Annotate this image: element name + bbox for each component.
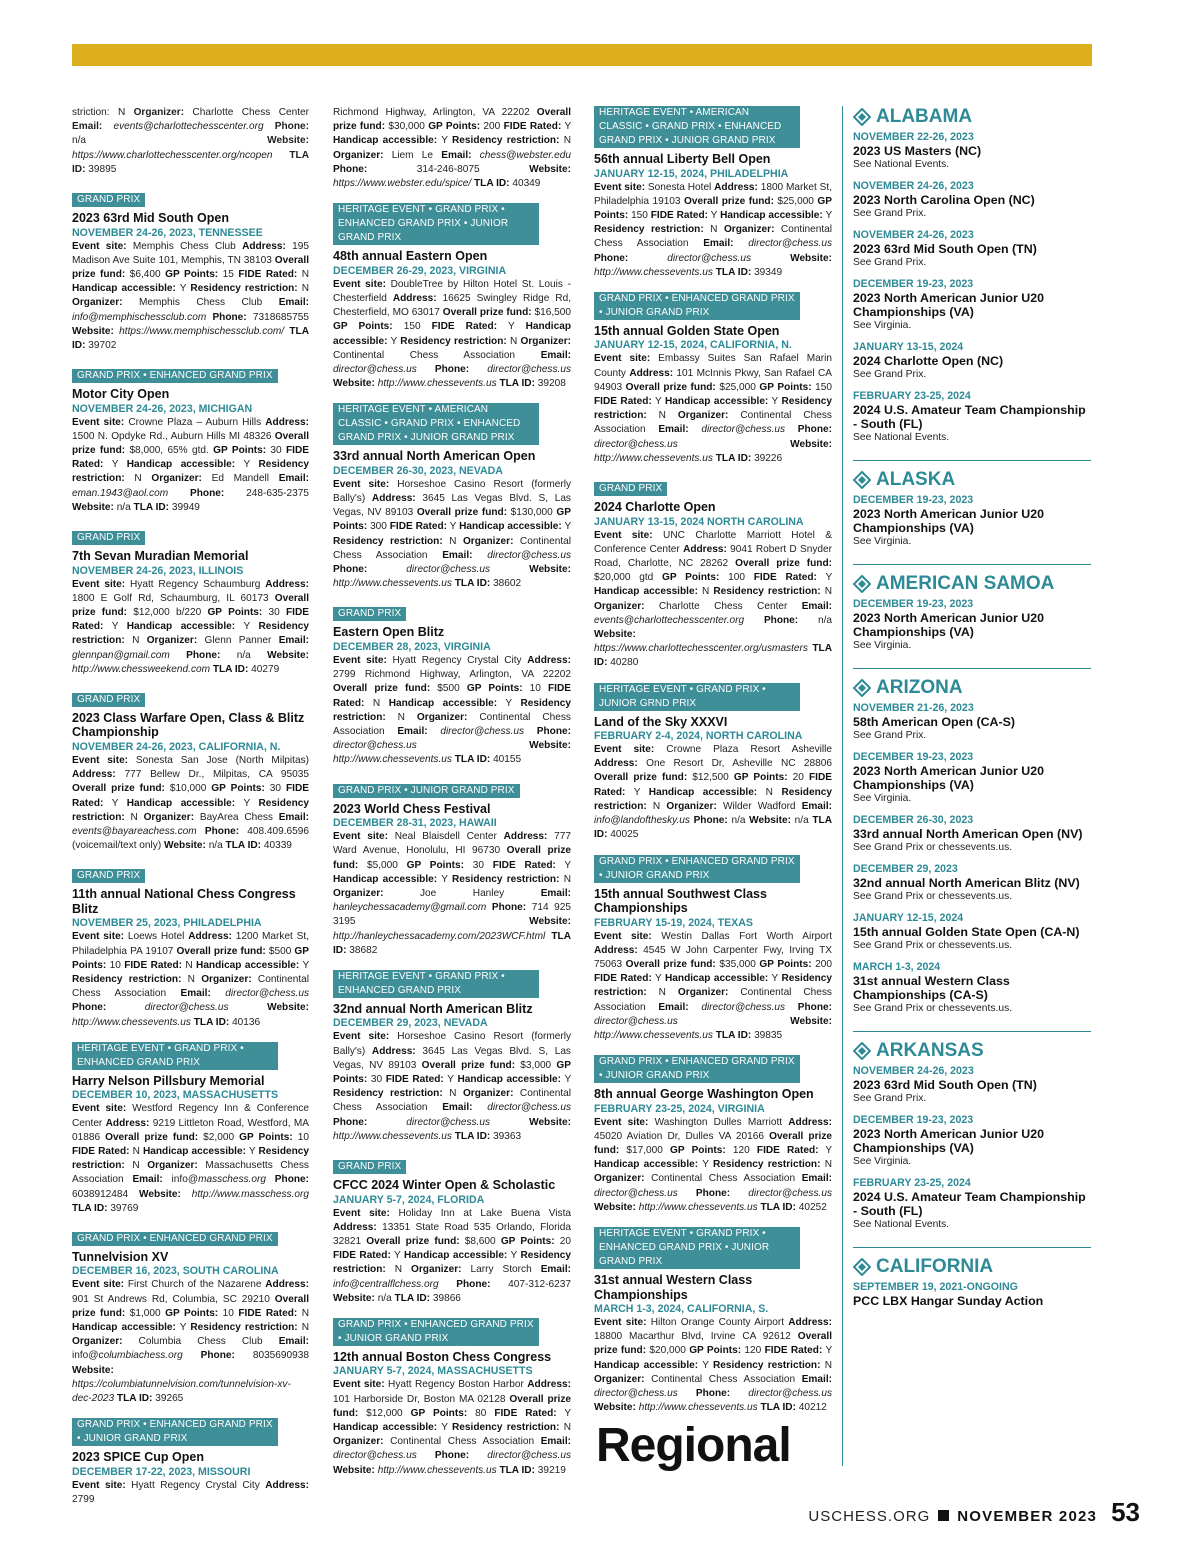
state-event-date: NOVEMBER 24-26, 2023 <box>853 180 974 192</box>
event-category-tag: HERITAGE EVENT • GRAND PRIX • ENHANCED GRAND PRIX <box>333 970 539 998</box>
event-category-tag: GRAND PRIX • ENHANCED GRAND PRIX • JUNIOR GRAND PRIX <box>594 855 800 883</box>
state-heading <box>853 573 1091 595</box>
event-date: JANUARY 12-15, 2024, PHILADELPHIA <box>594 167 789 180</box>
event-details: Event site: Sonesta Hotel Address: 1800 Market St, Philadelphia 19103 Overall prize fund: $25,000 GP Points: 150 FIDE Rated: Y Handicap accessible: Y Residency restriction: N Organizer: Continental Chess Association Email: director@chess.us Phone: director@chess.us Website: http://www.chessevents.us TLA ID: 39349 <box>594 181 832 278</box>
section-title: Regional <box>596 1419 791 1472</box>
state-event-name: 33rd annual North American Open (NV) <box>853 827 1083 841</box>
event-date: DECEMBER 10, 2023, MASSACHUSETTS <box>72 1089 279 1102</box>
event-details: Event site: Memphis Chess Club Address: 195 Madison Ave Suite 101, Memphis, TN 38103 Overall prize fund: $6,400 GP Points: 15 FIDE Rated: N Handicap accessible: Y Residency restriction: N Organizer: Memphis Chess Club Email: info@memphischessclub.com Phone: 7318685755 Website: https://www.memphischessclub.com/ TLA ID: 39702 <box>72 240 310 351</box>
state-heading <box>853 106 1091 128</box>
event-title: 2023 63rd Mid South Open <box>72 211 229 226</box>
state-heading <box>853 1256 1091 1278</box>
state-event-date: DECEMBER 29, 2023 <box>853 863 958 875</box>
state-event-name: 2023 North American Junior U20 Championships (VA) <box>853 611 1044 639</box>
state-name: ARKANSAS <box>876 1040 984 1061</box>
state-event <box>853 277 1091 332</box>
event-date: DECEMBER 17-22, 2023, MISSOURI <box>72 1465 251 1478</box>
event-category-tag: HERITAGE EVENT • GRAND PRIX • ENHANCED GRAND PRIX • JUNIOR GRAND PRIX <box>333 203 539 245</box>
event-category-tag: HERITAGE EVENT • AMERICAN CLASSIC • GRAND PRIX • ENHANCED GRAND PRIX • JUNIOR GRAND PRIX <box>333 403 539 445</box>
state-event-name: 2023 63rd Mid South Open (TN) <box>853 1078 1037 1092</box>
state-name: ARIZONA <box>876 677 963 698</box>
state-name: AMERICAN SAMOA <box>876 573 1055 594</box>
state-event-note: See Virginia. <box>853 793 912 804</box>
state-event <box>853 130 1091 171</box>
state-event <box>853 493 1091 548</box>
event-category-tag: GRAND PRIX • ENHANCED GRAND PRIX <box>72 369 278 383</box>
event-date: NOVEMBER 24-26, 2023, CALIFORNIA, N. <box>72 740 281 753</box>
cont-label: Phone: <box>263 121 309 133</box>
state-event-name: 2023 North Carolina Open (NC) <box>853 193 1035 207</box>
state-section <box>853 106 1091 461</box>
state-event-date: NOVEMBER 22-26, 2023 <box>853 131 974 143</box>
state-event-date: DECEMBER 19-23, 2023 <box>853 751 974 763</box>
event-category-tag: HERITAGE EVENT • GRAND PRIX • JUNIOR GRND PRIX <box>594 683 800 711</box>
event-details: Event site: Sonesta San Jose (North Milpitas) Address: 777 Bellew Dr., Milpitas, CA 95035 Overall prize fund: $10,000 GP Points: 30 FIDE Rated: Y Handicap accessible: Y Residency restriction: N Organizer: BayArea Chess Email: events@bayareachess.com Phone: 408.409.6596 (voicemail/text only) Website: n/a TLA ID: 40339 <box>72 754 309 852</box>
event-title: 31st annual Western Class Championships <box>594 1273 753 1302</box>
state-event-note: See Grand Prix. <box>853 208 927 219</box>
event-list <box>333 203 571 1478</box>
event-date: DECEMBER 26-30, 2023, NEVADA <box>333 464 503 477</box>
event-date: MARCH 1-3, 2024, CALIFORNIA, S. <box>594 1303 769 1316</box>
event-details: Event site: Horseshoe Casino Resort (formerly Bally's) Address: 3645 Las Vegas Blvd. S, Las Vegas, NV 89103 Overall prize fund: $130,000 GP Points: 300 FIDE Rated: Y Handicap accessible: Y Residency restriction: N Organizer: Continental Chess Association Email: director@chess.us Phone: director@chess.us Website: http://www.chessevents.us TLA ID: 38602 <box>333 478 572 590</box>
event-details: Event site: Hyatt Regency Schaumburg Address: 1800 E Golf Rd, Schaumburg, IL 60173 Overall prize fund: $12,000 b/220 GP Points: 30 FIDE Rated: Y Handicap accessible: Y Residency restriction: N Organizer: Glenn Panner Email: glennpan@gmail.com Phone: n/a Website: http://www.chessweekend.com TLA ID: 40279 <box>72 578 309 675</box>
state-event-note: See National Events. <box>853 432 950 443</box>
state-event-name: 2024 Charlotte Open (NC) <box>853 354 1004 368</box>
event-listing <box>72 689 309 853</box>
event-category-tag: GRAND PRIX <box>72 193 145 207</box>
event-title: Eastern Open Blitz <box>333 625 445 640</box>
state-event-note: See Virginia. <box>853 536 912 547</box>
event-category-tag: HERITAGE EVENT • AMERICAN CLASSIC • GRAND PRIX • ENHANCED GRAND PRIX • JUNIOR GRAND PRIX <box>594 106 800 148</box>
event-category-tag: GRAND PRIX • ENHANCED GRAND PRIX • JUNIOR GRAND PRIX <box>72 1418 278 1446</box>
event-title: 12th annual Boston Chess Congress <box>333 1349 552 1364</box>
event-listing <box>594 292 832 466</box>
event-title: CFCC 2024 Winter Open & Scholastic <box>333 1178 556 1193</box>
event-date: JANUARY 13-15, 2024 NORTH CAROLINA <box>594 515 804 528</box>
event-date: FEBRUARY 23-25, 2024, VIRGINIA <box>594 1102 765 1115</box>
state-event-note: See Virginia. <box>853 640 912 651</box>
state-section <box>853 1040 1091 1248</box>
state-event <box>853 1064 1091 1105</box>
state-event-date: DECEMBER 19-23, 2023 <box>853 494 974 506</box>
footer-square <box>938 1510 949 1521</box>
state-heading <box>853 677 1091 699</box>
event-category-tag: HERITAGE EVENT • GRAND PRIX • ENHANCED GRAND PRIX <box>72 1042 278 1070</box>
chess-king-icon <box>853 1258 871 1276</box>
state-event-name: 58th American Open (CA-S) <box>853 715 1016 729</box>
event-date: FEBRUARY 15-19, 2024, TEXAS <box>594 916 753 929</box>
cont-value: Charlotte Chess Center <box>192 107 309 118</box>
state-event-date: MARCH 1-3, 2024 <box>853 961 941 973</box>
state-event-date: JANUARY 13-15, 2024 <box>853 341 964 353</box>
state-event-note: See Grand Prix. <box>853 369 927 380</box>
state-event <box>853 1113 1091 1168</box>
event-listing <box>72 1418 309 1507</box>
event-listing <box>72 865 309 1029</box>
state-event-date: FEBRUARY 23-25, 2024 <box>853 1177 971 1189</box>
state-event <box>853 389 1091 444</box>
state-event <box>853 1176 1091 1231</box>
footer-site[interactable]: USCHESS.ORG <box>808 1508 931 1525</box>
state-event-note: See National Events. <box>853 159 950 170</box>
event-details: Event site: Crowne Plaza – Auburn Hills Address: 1500 N. Opdyke Rd., Auburn Hills MI 48326 Overall prize fund: $8,000, 65% gtd. GP Points: 30 FIDE Rated: Y Handicap accessible: Y Residency restriction: N Organizer: Ed Mandell Email: eman.1943@aol.com Phone: 248-635-2375 Website: n/a TLA ID: 39949 <box>72 416 310 513</box>
event-listing <box>333 970 571 1144</box>
footer-month: NOVEMBER 2023 <box>957 1508 1098 1525</box>
state-section <box>853 573 1091 669</box>
chess-king-icon <box>853 108 871 126</box>
column-3 <box>594 106 832 1427</box>
event-details: Event site: Westin Dallas Fort Worth Airport Address: 4545 W John Carpenter Fwy, Irving TX 75063 Overall prize fund: $35,000 GP Points: 200 FIDE Rated: Y Handicap accessible: Y Residency restriction: N Organizer: Continental Chess Association Email: director@chess.us Phone: director@chess.us Website: http://www.chessevents.us TLA ID: 39835 <box>594 930 833 1041</box>
column-1 <box>72 106 309 1519</box>
cont-value: N <box>117 107 126 118</box>
event-date: JANUARY 5-7, 2024, FLORIDA <box>333 1193 485 1206</box>
event-listing <box>333 1318 571 1478</box>
event-date: JANUARY 5-7, 2024, MASSACHUSETTS <box>333 1365 533 1378</box>
state-section <box>853 677 1091 1032</box>
event-title: 15th annual Golden State Open <box>594 323 780 338</box>
event-title: 8th annual George Washington Open <box>594 1087 814 1102</box>
chess-king-icon <box>853 1042 871 1060</box>
state-event-name: PCC LBX Hangar Sunday Action <box>853 1294 1044 1308</box>
column-divider <box>842 106 843 1466</box>
event-title: 2024 Charlotte Open <box>594 500 716 515</box>
event-listing <box>72 189 309 353</box>
state-event-date: NOVEMBER 21-26, 2023 <box>853 702 974 714</box>
state-event-note: See Grand Prix. <box>853 257 927 268</box>
page-footer <box>808 1497 1140 1528</box>
state-event <box>853 750 1091 805</box>
event-details: Event site: Hilton Orange County Airport Address: 18800 Macarthur Blvd, Irvine CA 92612 Overall prize fund: $20,000 GP Points: 120 FIDE Rated: Y Handicap accessible: Y Residency restriction: N Organizer: Continental Chess Association Email: director@chess.us Phone: director@chess.us Website: http://www.chessevents.us TLA ID: 40212 <box>594 1317 833 1414</box>
state-event-note: See Grand Prix or chessevents.us. <box>853 842 1013 853</box>
event-date: NOVEMBER 25, 2023, PHILADELPHIA <box>72 917 262 930</box>
cont-label: TLA ID: <box>72 149 309 175</box>
event-listing <box>594 1055 832 1215</box>
event-category-tag: HERITAGE EVENT • GRAND PRIX • ENHANCED GRAND PRIX • JUNIOR GRAND PRIX <box>594 1227 800 1269</box>
event-listing <box>333 403 571 591</box>
event-date: DECEMBER 26-29, 2023, VIRGINIA <box>333 264 507 277</box>
event-category-tag: GRAND PRIX • ENHANCED GRAND PRIX • JUNIOR GRAND PRIX <box>594 292 800 320</box>
event-category-tag: GRAND PRIX <box>72 531 145 545</box>
event-details: Event site: DoubleTree by Hilton Hotel St. Louis - Chesterfield Address: 16625 Swingley Ridge Rd, Chesterfield, MO 63017 Overall prize fund: $16,500 GP Points: 150 FIDE Rated: Y Handicap accessible: Y Residency restriction: N Organizer: Continental Chess Association Email: director@chess.us Phone: director@chess.us Website: http://www.chessevents.us TLA ID: 39208 <box>333 278 571 390</box>
event-title: 7th Sevan Muradian Memorial <box>72 549 249 564</box>
event-title: 56th annual Liberty Bell Open <box>594 152 771 166</box>
state-event <box>853 911 1091 952</box>
event-title: 48th annual Eastern Open <box>333 249 488 264</box>
state-event <box>853 179 1091 220</box>
state-section <box>853 469 1091 565</box>
event-listing <box>594 478 832 671</box>
event-listing <box>72 1042 309 1216</box>
state-event <box>853 960 1091 1015</box>
state-event-name: 2023 North American Junior U20 Championships (VA) <box>853 764 1044 792</box>
event-title: 2023 World Chess Festival <box>333 801 491 816</box>
continued-text <box>72 106 309 177</box>
state-name: ALASKA <box>876 469 956 490</box>
state-event-name: 2024 U.S. Amateur Team Championship - South (FL) <box>853 1190 1086 1218</box>
state-event <box>853 228 1091 269</box>
state-event-date: NOVEMBER 24-26, 2023 <box>853 1065 974 1077</box>
event-date: NOVEMBER 24-26, 2023, TENNESSEE <box>72 226 263 239</box>
chess-king-icon <box>853 679 871 697</box>
state-event-note: See Grand Prix or chessevents.us. <box>853 940 1013 951</box>
cont-value: n/a <box>72 135 87 147</box>
event-title: Harry Nelson Pillsbury Memorial <box>72 1073 265 1088</box>
state-heading <box>853 469 1091 491</box>
state-event <box>853 340 1091 381</box>
event-details: Event site: Loews Hotel Address: 1200 Market St, Philadelphia PA 19107 Overall prize fund: $500 GP Points: 10 FIDE Rated: N Handicap accessible: Y Residency restriction: N Organizer: Continental Chess Association Email: director@chess.us Phone: director@chess.us Website: http://www.chessevents.us TLA ID: 40136 <box>72 931 310 1028</box>
event-listing <box>72 1228 309 1406</box>
state-event-date: DECEMBER 19-23, 2023 <box>853 1114 974 1126</box>
event-title: 2023 Class Warfare Open, Class & Blitz Championship <box>72 710 305 740</box>
continued-text: Richmond Highway, Arlington, VA 22202 Overall prize fund: $30,000 GP Points: 200 FIDE Rated: Y Handicap accessible: Y Residency restriction: N Organizer: Liem Le Email: chess@webster.edu Phone: 314-246-8075 Website: https://www.webster.edu/spice/ TLA ID: 40349 <box>333 107 572 190</box>
state-event-note: See Virginia. <box>853 320 912 331</box>
cont-value: 39895 <box>88 163 117 175</box>
state-event <box>853 701 1091 742</box>
event-details: Event site: Embassy Suites San Rafael Marin County Address: 101 McInnis Pkwy, San Rafael CA 94903 Overall prize fund: $25,000 GP Points: 150 FIDE Rated: Y Handicap accessible: Y Residency restriction: N Organizer: Continental Chess Association Email: director@chess.us Phone: director@chess.us Website: http://www.chessevents.us TLA ID: 39226 <box>594 353 832 464</box>
chess-king-icon <box>853 471 871 489</box>
event-listing <box>594 683 832 843</box>
cont-label: Organizer: <box>125 107 193 118</box>
state-event-date: SEPTEMBER 19, 2021-ONGOING <box>853 1281 1018 1293</box>
cont-website[interactable]: https://www.charlottechesscenter.org/ncopen <box>72 149 273 161</box>
cont-email[interactable]: events@charlottechesscenter.org <box>113 121 264 133</box>
state-event <box>853 1280 1091 1308</box>
event-title: 15th annual Southwest Class Championships <box>594 886 767 915</box>
column-2 <box>333 106 571 1490</box>
event-date: DECEMBER 28-31, 2023, HAWAII <box>333 817 497 830</box>
state-event-name: 2023 North American Junior U20 Championships (VA) <box>853 1127 1044 1155</box>
state-event-note: See Grand Prix or chessevents.us. <box>853 1003 1013 1014</box>
event-title: 2023 SPICE Cup Open <box>72 1450 204 1465</box>
state-event-name: 2023 US Masters (NC) <box>853 144 982 158</box>
state-event-name: 2023 North American Junior U20 Championships (VA) <box>853 507 1044 535</box>
event-title: 32nd annual North American Blitz <box>333 1001 533 1016</box>
state-event-date: DECEMBER 26-30, 2023 <box>853 814 974 826</box>
event-title: Land of the Sky XXXVI <box>594 714 728 729</box>
event-category-tag: GRAND PRIX <box>333 1160 406 1174</box>
event-date: FEBRUARY 2-4, 2024, NORTH CAROLINA <box>594 730 803 743</box>
event-details: Event site: Hyatt Regency Crystal City Address: 2799 <box>72 1479 309 1505</box>
state-event-date: DECEMBER 19-23, 2023 <box>853 278 974 290</box>
state-event-date: FEBRUARY 23-25, 2024 <box>853 390 971 402</box>
event-details: Event site: Horseshoe Casino Resort (formerly Bally's) Address: 3645 Las Vegas Blvd. S, Las Vegas, NV 89103 Overall prize fund: $3,000 GP Points: 30 FIDE Rated: Y Handicap accessible: Y Residency restriction: N Organizer: Continental Chess Association Email: director@chess.us Phone: director@chess.us Website: http://www.chessevents.us TLA ID: 39363 <box>333 1031 572 1142</box>
event-category-tag: GRAND PRIX • ENHANCED GRAND PRIX • JUNIOR GRAND PRIX <box>333 1318 539 1346</box>
state-event-name: 32nd annual North American Blitz (NV) <box>853 876 1080 890</box>
event-details: Event site: Westford Regency Inn & Conference Center Address: 9219 Littleton Road, Westford, MA 01886 Overall prize fund: $2,000 GP Points: 10 FIDE Rated: N Handicap accessible: Y Residency restriction: N Organizer: Massachusetts Chess Association Email: info@masschess.org Phone: 6038912484 Website: http://www.masschess.org TLA ID: 39769 <box>72 1103 310 1214</box>
state-event <box>853 597 1091 652</box>
state-event-name: 2024 U.S. Amateur Team Championship - South (FL) <box>853 403 1086 431</box>
event-listing <box>333 780 571 958</box>
cont-label: Email: <box>72 121 114 133</box>
event-listing <box>333 1156 571 1306</box>
event-title: Motor City Open <box>72 387 170 402</box>
event-category-tag: GRAND PRIX <box>594 482 667 496</box>
event-list <box>594 106 832 1415</box>
event-category-tag: GRAND PRIX • ENHANCED GRAND PRIX • JUNIOR GRAND PRIX <box>594 1055 800 1083</box>
state-event-note: See Grand Prix. <box>853 730 927 741</box>
state-event <box>853 862 1091 903</box>
event-listing <box>333 603 571 767</box>
state-event-note: See National Events. <box>853 1219 950 1230</box>
event-title: 11th annual National Chess Congress Blitz <box>72 887 296 916</box>
event-listing <box>594 1227 832 1415</box>
event-details: Event site: First Church of the Nazarene Address: 901 St Andrews Rd, Columbia, SC 29210 Overall prize fund: $1,000 GP Points: 10 FIDE Rated: N Handicap accessible: Y Residency restriction: N Organizer: Columbia Chess Club Email: info@columbiachess.org Phone: 8035690938 Website: https://columbiatunnelvision.com/tunnelvision-xv-dec-2023 TLA ID: 39265 <box>72 1279 310 1405</box>
event-list <box>72 189 309 1507</box>
state-event-name: 2023 63rd Mid South Open (TN) <box>853 242 1037 256</box>
event-listing <box>72 365 309 515</box>
state-event-name: 2023 North American Junior U20 Championships (VA) <box>853 291 1044 319</box>
event-details: Event site: Neal Blaisdell Center Address: 777 Ward Avenue, Honolulu, HI 96730 Overall prize fund: $5,000 GP Points: 30 FIDE Rated: Y Handicap accessible: Y Residency restriction: N Organizer: Joe Hanley Email: hanleychessacademy@gmail.com Phone: 714 925 3195 Website: http://hanleychessacademy.com/2023WCF.html TLA ID: 38682 <box>333 831 572 956</box>
state-event-name: 31st annual Western Class Championships (CA-S) <box>853 974 1010 1002</box>
event-date: NOVEMBER 24-26, 2023, ILLINOIS <box>72 564 244 577</box>
state-event-note: See Grand Prix. <box>853 1093 927 1104</box>
state-heading <box>853 1040 1091 1062</box>
event-title: 33rd annual North American Open <box>333 449 536 464</box>
event-details: Event site: Hyatt Regency Boston Harbor Address: 101 Harborside Dr, Boston MA 02128 Overall prize fund: $12,000 GP Points: 80 FIDE Rated: Y Handicap accessible: Y Residency restriction: N Organizer: Continental Chess Association Email: director@chess.us Phone: director@chess.us Website: http://www.chessevents.us TLA ID: 39219 <box>333 1379 572 1476</box>
event-details: Event site: UNC Charlotte Marriott Hotel & Conference Center Address: 9041 Robert D Snyder Road, Charlotte, NC 28262 Overall prize fund: $20,000 gtd GP Points: 100 FIDE Rated: Y Handicap accessible: N Residency restriction: N Organizer: Charlotte Chess Center Email: events@charlottechesscenter.org Phone: n/a Website: https://www.charlottechesscenter.org/usmasters TLA ID: 40280 <box>594 529 833 669</box>
event-category-tag: GRAND PRIX <box>72 693 145 707</box>
state-event-date: JANUARY 12-15, 2024 <box>853 912 964 924</box>
event-details: Event site: Crowne Plaza Resort Asheville Address: One Resort Dr, Asheville NC 28806 Overall prize fund: $12,500 GP Points: 20 FIDE Rated: Y Handicap accessible: N Residency restriction: N Organizer: Wilder Wadford Email: info@landofthesky.us Phone: n/a Website: n/a TLA ID: 40025 <box>594 744 832 841</box>
event-details: Event site: Hyatt Regency Crystal City Address: 2799 Richmond Highway, Arlington, VA 22202 Overall prize fund: $500 GP Points: 10 FIDE Rated: N Handicap accessible: Y Residency restriction: N Organizer: Continental Chess Association Email: director@chess.us Phone: director@chess.us Website: http://www.chessevents.us TLA ID: 40155 <box>333 654 571 766</box>
state-event <box>853 813 1091 854</box>
event-listing <box>594 855 832 1044</box>
page-number: 53 <box>1111 1497 1140 1527</box>
event-listing <box>594 106 832 280</box>
cont-label: Website: <box>86 135 309 147</box>
event-date: DECEMBER 16, 2023, SOUTH CAROLINA <box>72 1265 279 1278</box>
cont-label: striction: <box>72 107 118 118</box>
event-date: JANUARY 12-15, 2024, CALIFORNIA, N. <box>594 339 792 352</box>
event-date: NOVEMBER 24-26, 2023, MICHIGAN <box>72 402 253 415</box>
state-event-note: See Virginia. <box>853 1156 912 1167</box>
state-name: ALABAMA <box>876 106 973 127</box>
state-event-note: See Grand Prix or chessevents.us. <box>853 891 1013 902</box>
state-event-date: DECEMBER 19-23, 2023 <box>853 598 974 610</box>
event-category-tag: GRAND PRIX • ENHANCED GRAND PRIX <box>72 1232 278 1246</box>
event-listing <box>72 527 309 677</box>
state-listings <box>853 106 1091 1332</box>
header-bar <box>72 44 1092 66</box>
event-date: DECEMBER 29, 2023, NEVADA <box>333 1017 488 1030</box>
state-name: CALIFORNIA <box>876 1256 994 1277</box>
event-date: DECEMBER 28, 2023, VIRGINIA <box>333 640 491 653</box>
state-event-date: NOVEMBER 24-26, 2023 <box>853 229 974 241</box>
state-event-name: 15th annual Golden State Open (CA-N) <box>853 925 1080 939</box>
state-section <box>853 1256 1091 1324</box>
chess-king-icon <box>853 575 871 593</box>
event-details: Event site: Washington Dulles Marriott Address: 45020 Aviation Dr, Dulles VA 20166 Overall prize fund: $17,000 GP Points: 120 FIDE Rated: Y Handicap accessible: Y Residency restriction: N Organizer: Continental Chess Association Email: director@chess.us Phone: director@chess.us Website: http://www.chessevents.us TLA ID: 40252 <box>594 1116 833 1213</box>
event-details: Event site: Holiday Inn at Lake Buena Vista Address: 13351 State Road 535 Orlando, Florida 32821 Overall prize fund: $8,600 GP Points: 20 FIDE Rated: Y Handicap accessible: Y Residency restriction: N Organizer: Larry Storch Email: info@centralflchess.org Phone: 407-312-6237 Website: n/a TLA ID: 39866 <box>333 1207 571 1304</box>
event-category-tag: GRAND PRIX • JUNIOR GRAND PRIX <box>333 784 520 798</box>
event-category-tag: GRAND PRIX <box>333 607 406 621</box>
event-category-tag: GRAND PRIX <box>72 869 145 883</box>
event-listing <box>333 203 571 391</box>
event-title: Tunnelvision XV <box>72 1249 169 1264</box>
